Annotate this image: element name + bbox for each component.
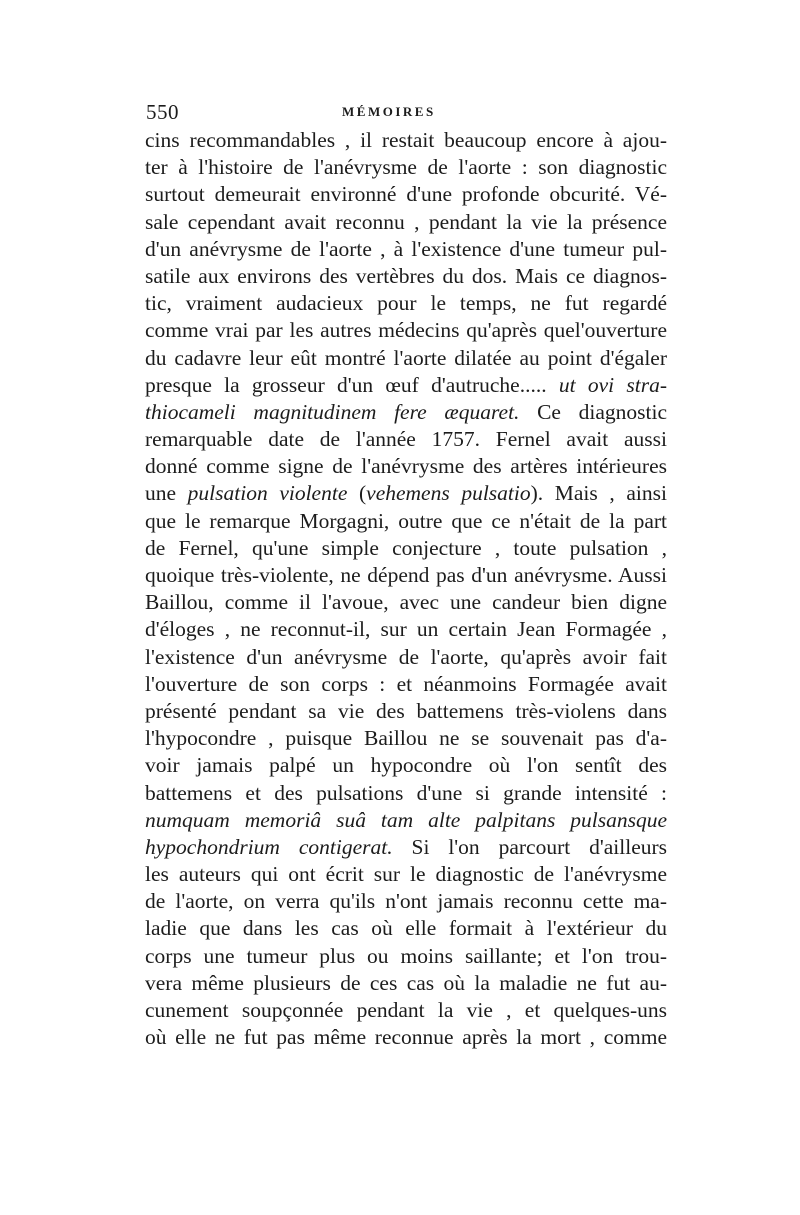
text-segment: cunement soupçonnée pendant la vie , et quelques-uns bbox=[145, 998, 667, 1022]
text-line bbox=[145, 861, 667, 888]
text-line bbox=[145, 426, 667, 453]
text-segment: que le remarque Morgagni, outre que ce n'était de la part bbox=[145, 508, 667, 533]
text-line bbox=[145, 562, 667, 589]
text-segment: sale cependant avait reconnu , pendant la vie la présence bbox=[145, 209, 667, 234]
italic-text-segment: numquam memoriâ suâ tam alte palpitans pulsansque bbox=[145, 807, 667, 832]
text-line bbox=[145, 943, 667, 970]
text-segment: Baillou, comme il l'avoue, avec une candeur bien digne bbox=[145, 590, 667, 615]
text-segment: de Fernel, qu'une simple conjecture , toute pulsation , bbox=[145, 535, 667, 560]
text-line bbox=[145, 399, 667, 426]
text-line bbox=[145, 616, 667, 643]
text-segment: où elle ne fut pas même reconnue après la mort , comme bbox=[145, 1025, 667, 1050]
text-segment: ter à l'histoire de l'anévrysme de l'aorte : son diagnostic bbox=[145, 155, 667, 180]
text-segment: l'ouverture de son corps : et néanmoins Formagée avait bbox=[145, 671, 667, 696]
text-segment: comme vrai par les autres médecins qu'après quel'ouverture bbox=[145, 318, 667, 343]
text-line bbox=[145, 834, 667, 861]
text-line bbox=[145, 698, 667, 725]
text-line bbox=[145, 236, 667, 263]
text-segment: voir jamais palpé un hypocondre où l'on sentît des bbox=[145, 753, 667, 778]
text-line bbox=[145, 671, 667, 698]
italic-text-segment: hypochondrium contigerat. bbox=[145, 834, 393, 859]
running-head bbox=[146, 100, 666, 126]
page-number: 550 bbox=[146, 100, 179, 124]
text-line bbox=[145, 780, 667, 807]
italic-text-segment: thiocameli magnitudinem fere æquaret. bbox=[145, 399, 520, 424]
text-segment: quoique très-violente, ne dépend pas d'un anévrysme. Aussi bbox=[145, 563, 667, 587]
text-line bbox=[145, 480, 667, 507]
text-line bbox=[145, 181, 667, 208]
text-line bbox=[145, 997, 667, 1024]
italic-text-segment: pulsation violente bbox=[187, 481, 348, 506]
text-segment: présenté pendant sa vie des battemens très-violens dans bbox=[145, 698, 667, 723]
text-segment: de l'aorte, on verra qu'ils n'ont jamais reconnu cette ma- bbox=[145, 889, 667, 914]
text-line bbox=[145, 725, 667, 752]
text-line bbox=[145, 807, 667, 834]
text-segment: cins recommandables , il restait beaucoup encore à ajou- bbox=[145, 128, 667, 152]
text-segment: ). Mais , ainsi bbox=[530, 481, 667, 506]
text-segment: corps une tumeur plus ou moins saillante; et l'on trou- bbox=[145, 943, 667, 968]
text-line bbox=[145, 644, 667, 671]
text-line bbox=[145, 752, 667, 779]
text-segment: battemens et des pulsations d'une si grande intensité : bbox=[145, 780, 667, 805]
text-line bbox=[145, 970, 667, 997]
text-segment: donné comme signe de l'anévrysme des artères intérieures bbox=[145, 454, 667, 479]
text-segment: une bbox=[145, 481, 188, 506]
text-line bbox=[145, 263, 667, 290]
text-segment: surtout demeurait environné d'une profonde obcurité. Vé- bbox=[145, 182, 667, 207]
text-segment: l'hypocondre , puisque Baillou ne se souvenait pas d'a- bbox=[145, 726, 667, 751]
text-line bbox=[145, 453, 667, 480]
text-segment: du cadavre leur eût montré l'aorte dilatée au point d'égaler bbox=[145, 345, 667, 370]
text-line bbox=[145, 209, 667, 236]
body-text bbox=[145, 127, 667, 1051]
text-segment: presque la grosseur d'un œuf d'autruche..... bbox=[145, 372, 559, 397]
italic-text-segment: vehemens pulsatio bbox=[366, 481, 531, 506]
text-line bbox=[145, 535, 667, 562]
text-segment: vera même plusieurs de ces cas où la maladie ne fut au- bbox=[145, 970, 667, 995]
text-segment: d'éloges , ne reconnut-il, sur un certain Jean Formagée , bbox=[145, 617, 667, 642]
text-segment: Ce diagnostic bbox=[519, 399, 667, 424]
text-segment: l'existence d'un anévrysme de l'aorte, qu'après avoir fait bbox=[145, 644, 667, 669]
running-title: MÉMOIRES bbox=[342, 104, 436, 119]
text-line bbox=[145, 317, 667, 344]
text-segment: d'un anévrysme de l'aorte , à l'existence d'une tumeur pul- bbox=[145, 236, 667, 261]
text-segment: ( bbox=[347, 481, 367, 506]
text-line bbox=[145, 915, 667, 942]
text-segment: satile aux environs des vertèbres du dos. Mais ce diagnos- bbox=[145, 263, 667, 288]
text-segment: Si l'on parcourt d'ailleurs bbox=[392, 834, 668, 859]
text-segment: les auteurs qui ont écrit sur le diagnostic de l'anévrysme bbox=[145, 862, 667, 887]
text-line bbox=[145, 127, 667, 154]
italic-text-segment: ut ovi stra- bbox=[558, 372, 668, 397]
text-segment: tic, vraiment audacieux pour le temps, ne fut regardé bbox=[145, 291, 667, 316]
text-line bbox=[145, 372, 667, 399]
text-segment: remarquable date de l'année 1757. Fernel avait aussi bbox=[145, 427, 667, 452]
text-line bbox=[145, 345, 667, 372]
text-segment: ladie que dans les cas où elle formait à l'extérieur du bbox=[145, 916, 667, 941]
text-line bbox=[145, 508, 667, 535]
text-line bbox=[145, 589, 667, 616]
text-line bbox=[145, 888, 667, 915]
text-line bbox=[145, 154, 667, 181]
text-line bbox=[145, 1024, 667, 1051]
text-line bbox=[145, 290, 667, 317]
